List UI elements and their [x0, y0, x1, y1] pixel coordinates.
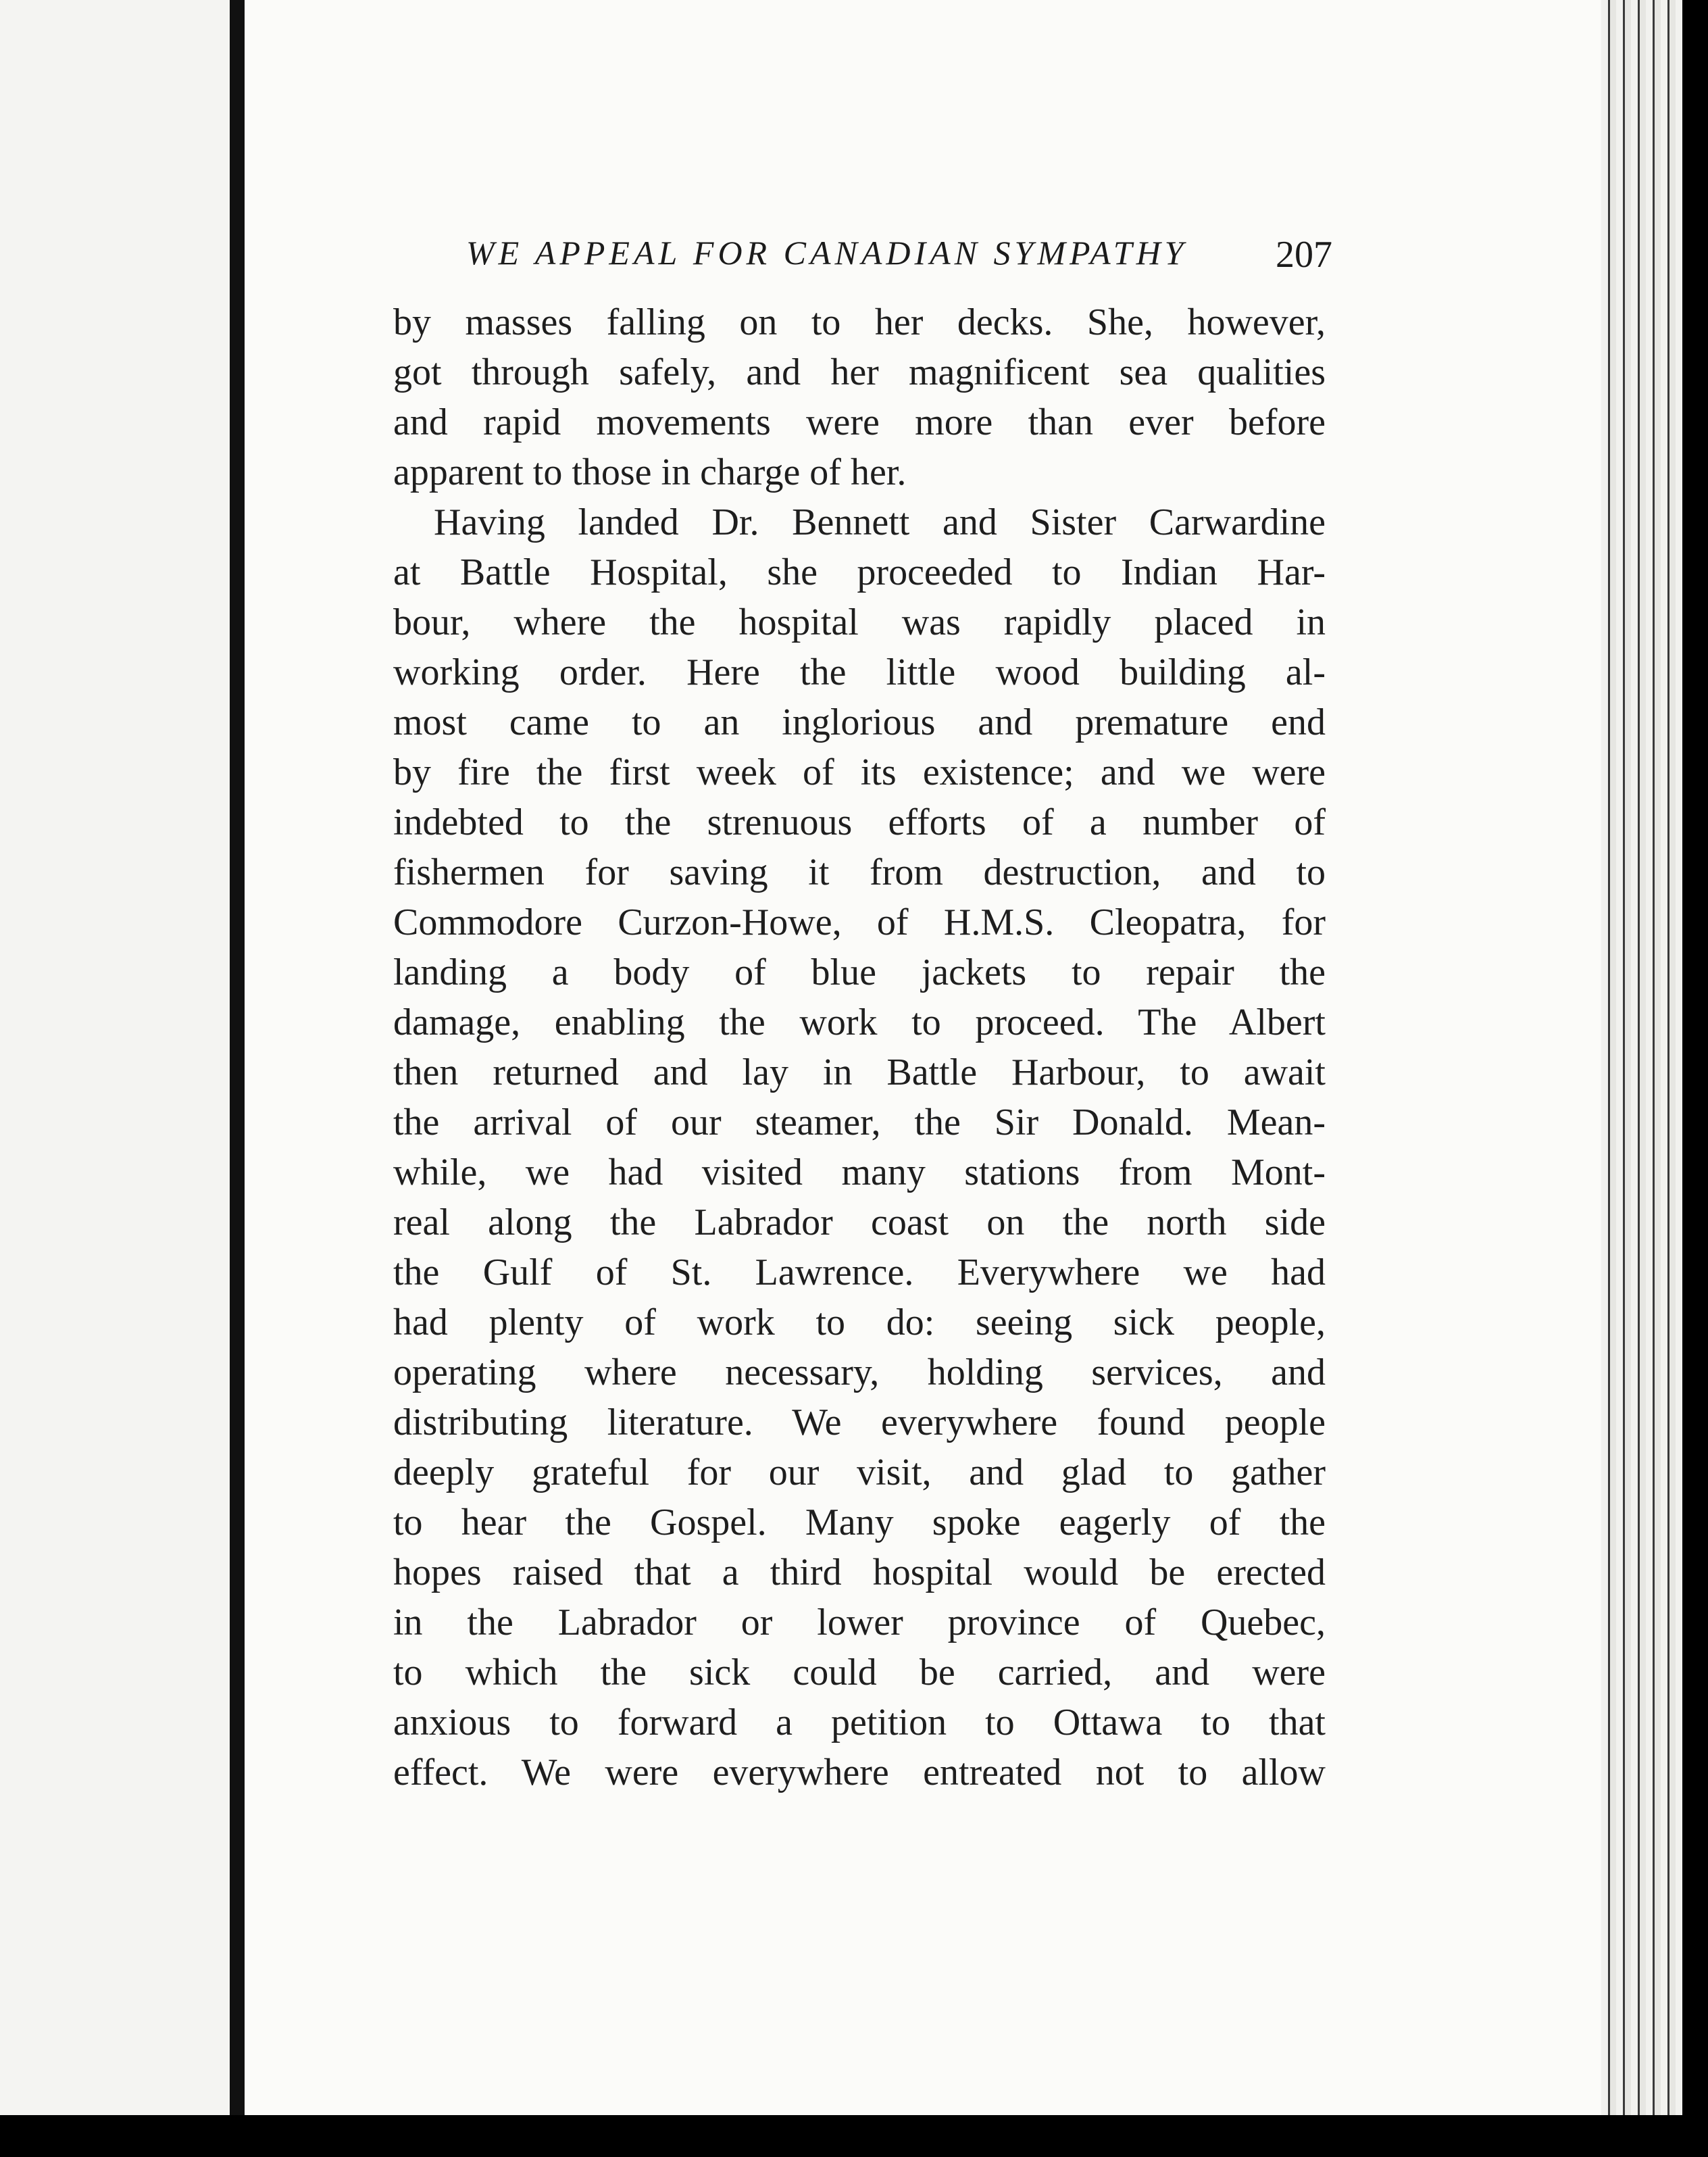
text-line: anxious to forward a petition to Ottawa to that [393, 1702, 1326, 1743]
text-line: by fire the first week of its existence; and we were [393, 751, 1326, 793]
scan-border [1682, 0, 1708, 2157]
text-line: and rapid movements were more than ever before [393, 401, 1326, 443]
text-line: then returned and lay in Battle Harbour, to await [393, 1051, 1326, 1093]
text-line: to hear the Gospel. Many spoke eagerly of the [393, 1502, 1326, 1543]
text-line: effect. We were everywhere entreated not to allow [393, 1752, 1326, 1793]
text-line: Having landed Dr. Bennett and Sister Carwardine [434, 501, 1326, 543]
text-line: fishermen for saving it from destruction, and to [393, 851, 1326, 893]
text-line: real along the Labrador coast on the north side [393, 1201, 1326, 1243]
text-line: bour, where the hospital was rapidly placed in [393, 601, 1326, 643]
body-text [393, 297, 1326, 1798]
text-line: hopes raised that a third hospital would be erected [393, 1552, 1326, 1593]
text-line: apparent to those in charge of her. [393, 451, 907, 493]
text-line: indebted to the strenuous efforts of a number of [393, 801, 1326, 843]
text-line: to which the sick could be carried, and were [393, 1652, 1326, 1693]
text-line: while, we had visited many stations from Mont- [393, 1151, 1326, 1193]
text-line: the Gulf of St. Lawrence. Everywhere we had [393, 1251, 1326, 1293]
text-line: by masses falling on to her decks. She, however, [393, 301, 1326, 343]
text-line: the arrival of our steamer, the Sir Donald. Mean- [393, 1101, 1326, 1143]
text-line: got through safely, and her magnificent sea qualities [393, 351, 1326, 393]
page-edges [1601, 0, 1682, 2115]
book-gutter [230, 0, 245, 2115]
text-line: deeply grateful for our visit, and glad to gather [393, 1452, 1326, 1493]
text-line: working order. Here the little wood building al- [393, 651, 1326, 693]
text-line: had plenty of work to do: seeing sick people, [393, 1301, 1326, 1343]
running-header: WE APPEAL FOR CANADIAN SYMPATHY [466, 234, 1188, 272]
text-line: in the Labrador or lower province of Quebec, [393, 1602, 1326, 1643]
page-number: 207 [1276, 234, 1332, 276]
text-line: operating where necessary, holding services, and [393, 1352, 1326, 1393]
text-line: Commodore Curzon-Howe, of H.M.S. Cleopatra, for [393, 901, 1326, 943]
left-page [0, 0, 230, 2115]
text-line: at Battle Hospital, she proceeded to Indian Har- [393, 551, 1326, 593]
text-line: damage, enabling the work to proceed. The Albert [393, 1001, 1326, 1043]
text-line: distributing literature. We everywhere found people [393, 1402, 1326, 1443]
text-line: most came to an inglorious and premature end [393, 701, 1326, 743]
text-line: landing a body of blue jackets to repair the [393, 951, 1326, 993]
